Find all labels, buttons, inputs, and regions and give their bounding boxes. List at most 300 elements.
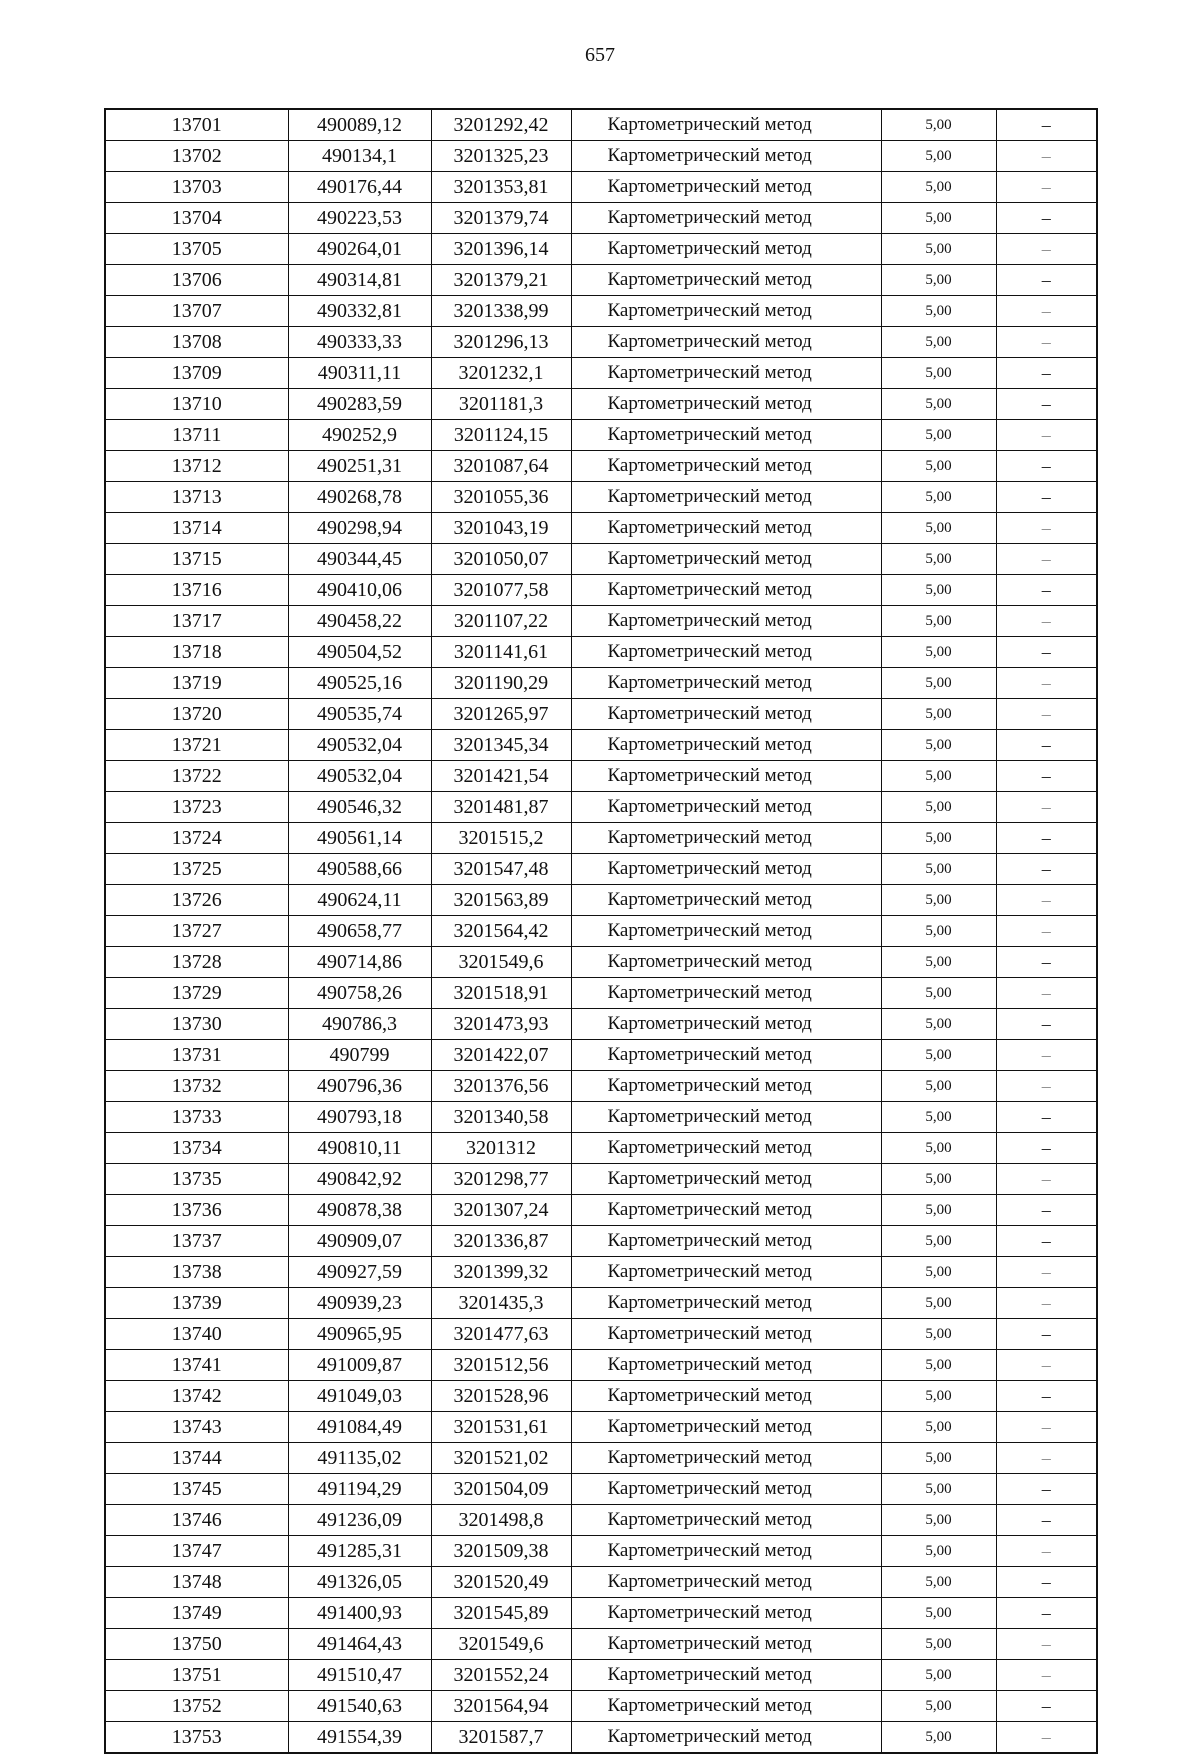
method-cell: Картометрический метод	[571, 1443, 881, 1474]
y-coordinate-cell: 3201520,49	[431, 1567, 571, 1598]
table-row	[105, 1040, 1097, 1071]
point-number-cell: 13721	[105, 730, 288, 761]
error-cell: 5,00	[881, 451, 996, 482]
y-coordinate-cell: 3201353,81	[431, 172, 571, 203]
method-cell: Картометрический метод	[571, 854, 881, 885]
note-cell: –	[996, 1288, 1097, 1319]
note-cell: –	[996, 1071, 1097, 1102]
method-cell: Картометрический метод	[571, 451, 881, 482]
method-cell: Картометрический метод	[571, 1598, 881, 1629]
note-cell: –	[996, 885, 1097, 916]
method-cell: Картометрический метод	[571, 916, 881, 947]
x-coordinate-cell: 491326,05	[288, 1567, 431, 1598]
table-row	[105, 296, 1097, 327]
x-coordinate-cell: 490525,16	[288, 668, 431, 699]
y-coordinate-cell: 3201563,89	[431, 885, 571, 916]
table-row	[105, 141, 1097, 172]
point-number-cell: 13709	[105, 358, 288, 389]
error-cell: 5,00	[881, 1474, 996, 1505]
error-cell: 5,00	[881, 1629, 996, 1660]
point-number-cell: 13748	[105, 1567, 288, 1598]
error-cell: 5,00	[881, 172, 996, 203]
x-coordinate-cell: 490176,44	[288, 172, 431, 203]
x-coordinate-cell: 490965,95	[288, 1319, 431, 1350]
method-cell: Картометрический метод	[571, 358, 881, 389]
y-coordinate-cell: 3201336,87	[431, 1226, 571, 1257]
method-cell: Картометрический метод	[571, 885, 881, 916]
method-cell: Картометрический метод	[571, 761, 881, 792]
table-row	[105, 109, 1097, 141]
x-coordinate-cell: 490796,36	[288, 1071, 431, 1102]
table-row	[105, 978, 1097, 1009]
x-coordinate-cell: 490410,06	[288, 575, 431, 606]
table-row	[105, 1288, 1097, 1319]
error-cell: 5,00	[881, 668, 996, 699]
error-cell: 5,00	[881, 1257, 996, 1288]
note-cell: –	[996, 668, 1097, 699]
table-row	[105, 513, 1097, 544]
y-coordinate-cell: 3201473,93	[431, 1009, 571, 1040]
point-number-cell: 13722	[105, 761, 288, 792]
table-row	[105, 761, 1097, 792]
y-coordinate-cell: 3201564,42	[431, 916, 571, 947]
y-coordinate-cell: 3201421,54	[431, 761, 571, 792]
x-coordinate-cell: 490252,9	[288, 420, 431, 451]
x-coordinate-cell: 491400,93	[288, 1598, 431, 1629]
note-cell: –	[996, 544, 1097, 575]
table-row	[105, 1350, 1097, 1381]
method-cell: Картометрический метод	[571, 699, 881, 730]
point-number-cell: 13701	[105, 109, 288, 141]
note-cell: –	[996, 947, 1097, 978]
table-row	[105, 358, 1097, 389]
table-row	[105, 389, 1097, 420]
table-row	[105, 327, 1097, 358]
method-cell: Картометрический метод	[571, 296, 881, 327]
table-body	[105, 109, 1097, 1753]
method-cell: Картометрический метод	[571, 1195, 881, 1226]
error-cell: 5,00	[881, 1288, 996, 1319]
error-cell: 5,00	[881, 699, 996, 730]
method-cell: Картометрический метод	[571, 1722, 881, 1754]
y-coordinate-cell: 3201549,6	[431, 947, 571, 978]
table-row	[105, 203, 1097, 234]
x-coordinate-cell: 490927,59	[288, 1257, 431, 1288]
point-number-cell: 13703	[105, 172, 288, 203]
y-coordinate-cell: 3201547,48	[431, 854, 571, 885]
error-cell: 5,00	[881, 482, 996, 513]
note-cell: –	[996, 1226, 1097, 1257]
error-cell: 5,00	[881, 203, 996, 234]
error-cell: 5,00	[881, 1722, 996, 1754]
x-coordinate-cell: 490810,11	[288, 1133, 431, 1164]
x-coordinate-cell: 490786,3	[288, 1009, 431, 1040]
method-cell: Картометрический метод	[571, 1474, 881, 1505]
note-cell: –	[996, 1629, 1097, 1660]
error-cell: 5,00	[881, 1350, 996, 1381]
error-cell: 5,00	[881, 1660, 996, 1691]
error-cell: 5,00	[881, 1009, 996, 1040]
point-number-cell: 13718	[105, 637, 288, 668]
note-cell: –	[996, 1505, 1097, 1536]
y-coordinate-cell: 3201043,19	[431, 513, 571, 544]
y-coordinate-cell: 3201292,42	[431, 109, 571, 141]
table-row	[105, 606, 1097, 637]
table-row	[105, 637, 1097, 668]
note-cell: –	[996, 109, 1097, 141]
point-number-cell: 13711	[105, 420, 288, 451]
note-cell: –	[996, 792, 1097, 823]
error-cell: 5,00	[881, 1567, 996, 1598]
x-coordinate-cell: 491135,02	[288, 1443, 431, 1474]
error-cell: 5,00	[881, 1226, 996, 1257]
method-cell: Картометрический метод	[571, 1505, 881, 1536]
x-coordinate-cell: 490314,81	[288, 265, 431, 296]
y-coordinate-cell: 3201338,99	[431, 296, 571, 327]
error-cell: 5,00	[881, 234, 996, 265]
error-cell: 5,00	[881, 1412, 996, 1443]
note-cell: –	[996, 1660, 1097, 1691]
table-row	[105, 1195, 1097, 1226]
y-coordinate-cell: 3201087,64	[431, 451, 571, 482]
table-row	[105, 451, 1097, 482]
table-row	[105, 420, 1097, 451]
x-coordinate-cell: 491236,09	[288, 1505, 431, 1536]
method-cell: Картометрический метод	[571, 1567, 881, 1598]
method-cell: Картометрический метод	[571, 1071, 881, 1102]
x-coordinate-cell: 490268,78	[288, 482, 431, 513]
y-coordinate-cell: 3201521,02	[431, 1443, 571, 1474]
method-cell: Картометрический метод	[571, 172, 881, 203]
table-row	[105, 1257, 1097, 1288]
y-coordinate-cell: 3201077,58	[431, 575, 571, 606]
point-number-cell: 13735	[105, 1164, 288, 1195]
point-number-cell: 13715	[105, 544, 288, 575]
error-cell: 5,00	[881, 854, 996, 885]
x-coordinate-cell: 491285,31	[288, 1536, 431, 1567]
y-coordinate-cell: 3201477,63	[431, 1319, 571, 1350]
method-cell: Картометрический метод	[571, 1319, 881, 1350]
x-coordinate-cell: 491009,87	[288, 1350, 431, 1381]
x-coordinate-cell: 490561,14	[288, 823, 431, 854]
error-cell: 5,00	[881, 327, 996, 358]
table-row	[105, 792, 1097, 823]
method-cell: Картометрический метод	[571, 1102, 881, 1133]
table-row	[105, 823, 1097, 854]
point-number-cell: 13730	[105, 1009, 288, 1040]
table-row	[105, 172, 1097, 203]
x-coordinate-cell: 490344,45	[288, 544, 431, 575]
error-cell: 5,00	[881, 358, 996, 389]
point-number-cell: 13724	[105, 823, 288, 854]
note-cell: –	[996, 1412, 1097, 1443]
note-cell: –	[996, 1381, 1097, 1412]
point-number-cell: 13751	[105, 1660, 288, 1691]
table-row	[105, 482, 1097, 513]
error-cell: 5,00	[881, 141, 996, 172]
error-cell: 5,00	[881, 1443, 996, 1474]
method-cell: Картометрический метод	[571, 730, 881, 761]
x-coordinate-cell: 490546,32	[288, 792, 431, 823]
error-cell: 5,00	[881, 885, 996, 916]
error-cell: 5,00	[881, 916, 996, 947]
note-cell: –	[996, 606, 1097, 637]
method-cell: Картометрический метод	[571, 389, 881, 420]
y-coordinate-cell: 3201545,89	[431, 1598, 571, 1629]
y-coordinate-cell: 3201379,21	[431, 265, 571, 296]
note-cell: –	[996, 482, 1097, 513]
method-cell: Картометрический метод	[571, 203, 881, 234]
note-cell: –	[996, 823, 1097, 854]
x-coordinate-cell: 490909,07	[288, 1226, 431, 1257]
table-row	[105, 1567, 1097, 1598]
error-cell: 5,00	[881, 1164, 996, 1195]
y-coordinate-cell: 3201312	[431, 1133, 571, 1164]
point-number-cell: 13720	[105, 699, 288, 730]
method-cell: Картометрический метод	[571, 823, 881, 854]
table-row	[105, 265, 1097, 296]
x-coordinate-cell: 490532,04	[288, 761, 431, 792]
y-coordinate-cell: 3201325,23	[431, 141, 571, 172]
note-cell: –	[996, 203, 1097, 234]
note-cell: –	[996, 637, 1097, 668]
point-number-cell: 13753	[105, 1722, 288, 1754]
table-row	[105, 916, 1097, 947]
y-coordinate-cell: 3201422,07	[431, 1040, 571, 1071]
point-number-cell: 13702	[105, 141, 288, 172]
method-cell: Картометрический метод	[571, 1040, 881, 1071]
method-cell: Картометрический метод	[571, 1133, 881, 1164]
note-cell: –	[996, 358, 1097, 389]
table-row	[105, 730, 1097, 761]
y-coordinate-cell: 3201340,58	[431, 1102, 571, 1133]
y-coordinate-cell: 3201307,24	[431, 1195, 571, 1226]
error-cell: 5,00	[881, 296, 996, 327]
x-coordinate-cell: 490458,22	[288, 606, 431, 637]
y-coordinate-cell: 3201379,74	[431, 203, 571, 234]
x-coordinate-cell: 490793,18	[288, 1102, 431, 1133]
error-cell: 5,00	[881, 1071, 996, 1102]
error-cell: 5,00	[881, 109, 996, 141]
x-coordinate-cell: 491049,03	[288, 1381, 431, 1412]
y-coordinate-cell: 3201552,24	[431, 1660, 571, 1691]
error-cell: 5,00	[881, 1536, 996, 1567]
y-coordinate-cell: 3201298,77	[431, 1164, 571, 1195]
note-cell: –	[996, 513, 1097, 544]
table-row	[105, 1164, 1097, 1195]
point-number-cell: 13745	[105, 1474, 288, 1505]
point-number-cell: 13731	[105, 1040, 288, 1071]
point-number-cell: 13725	[105, 854, 288, 885]
error-cell: 5,00	[881, 420, 996, 451]
method-cell: Картометрический метод	[571, 544, 881, 575]
error-cell: 5,00	[881, 761, 996, 792]
x-coordinate-cell: 490283,59	[288, 389, 431, 420]
error-cell: 5,00	[881, 947, 996, 978]
note-cell: –	[996, 1102, 1097, 1133]
method-cell: Картометрический метод	[571, 1660, 881, 1691]
point-number-cell: 13737	[105, 1226, 288, 1257]
error-cell: 5,00	[881, 606, 996, 637]
note-cell: –	[996, 265, 1097, 296]
error-cell: 5,00	[881, 637, 996, 668]
error-cell: 5,00	[881, 1319, 996, 1350]
error-cell: 5,00	[881, 978, 996, 1009]
y-coordinate-cell: 3201549,6	[431, 1629, 571, 1660]
x-coordinate-cell: 490624,11	[288, 885, 431, 916]
y-coordinate-cell: 3201531,61	[431, 1412, 571, 1443]
note-cell: –	[996, 234, 1097, 265]
table-row	[105, 1319, 1097, 1350]
note-cell: –	[996, 1691, 1097, 1722]
table-row	[105, 1443, 1097, 1474]
y-coordinate-cell: 3201481,87	[431, 792, 571, 823]
error-cell: 5,00	[881, 1381, 996, 1412]
y-coordinate-cell: 3201587,7	[431, 1722, 571, 1754]
method-cell: Картометрический метод	[571, 1164, 881, 1195]
method-cell: Картометрический метод	[571, 1629, 881, 1660]
table-row	[105, 1691, 1097, 1722]
note-cell: –	[996, 1009, 1097, 1040]
table-row	[105, 699, 1097, 730]
error-cell: 5,00	[881, 1102, 996, 1133]
table-row	[105, 1474, 1097, 1505]
y-coordinate-cell: 3201141,61	[431, 637, 571, 668]
error-cell: 5,00	[881, 389, 996, 420]
y-coordinate-cell: 3201265,97	[431, 699, 571, 730]
point-number-cell: 13708	[105, 327, 288, 358]
y-coordinate-cell: 3201181,3	[431, 389, 571, 420]
y-coordinate-cell: 3201107,22	[431, 606, 571, 637]
error-cell: 5,00	[881, 792, 996, 823]
y-coordinate-cell: 3201498,8	[431, 1505, 571, 1536]
note-cell: –	[996, 451, 1097, 482]
x-coordinate-cell: 490878,38	[288, 1195, 431, 1226]
table-row	[105, 1381, 1097, 1412]
method-cell: Картометрический метод	[571, 1257, 881, 1288]
table-row	[105, 1412, 1097, 1443]
point-number-cell: 13739	[105, 1288, 288, 1319]
error-cell: 5,00	[881, 513, 996, 544]
note-cell: –	[996, 854, 1097, 885]
x-coordinate-cell: 491510,47	[288, 1660, 431, 1691]
point-number-cell: 13738	[105, 1257, 288, 1288]
point-number-cell: 13713	[105, 482, 288, 513]
x-coordinate-cell: 490311,11	[288, 358, 431, 389]
method-cell: Картометрический метод	[571, 1350, 881, 1381]
note-cell: –	[996, 1350, 1097, 1381]
y-coordinate-cell: 3201435,3	[431, 1288, 571, 1319]
error-cell: 5,00	[881, 575, 996, 606]
x-coordinate-cell: 490134,1	[288, 141, 431, 172]
method-cell: Картометрический метод	[571, 234, 881, 265]
note-cell: –	[996, 1536, 1097, 1567]
y-coordinate-cell: 3201190,29	[431, 668, 571, 699]
method-cell: Картометрический метод	[571, 1536, 881, 1567]
point-number-cell: 13746	[105, 1505, 288, 1536]
method-cell: Картометрический метод	[571, 978, 881, 1009]
table-row	[105, 1660, 1097, 1691]
table-row	[105, 575, 1097, 606]
y-coordinate-cell: 3201515,2	[431, 823, 571, 854]
table-row	[105, 885, 1097, 916]
point-number-cell: 13716	[105, 575, 288, 606]
x-coordinate-cell: 490842,92	[288, 1164, 431, 1195]
x-coordinate-cell: 491084,49	[288, 1412, 431, 1443]
x-coordinate-cell: 490298,94	[288, 513, 431, 544]
point-number-cell: 13747	[105, 1536, 288, 1567]
note-cell: –	[996, 1722, 1097, 1754]
y-coordinate-cell: 3201518,91	[431, 978, 571, 1009]
note-cell: –	[996, 699, 1097, 730]
point-number-cell: 13749	[105, 1598, 288, 1629]
note-cell: –	[996, 575, 1097, 606]
method-cell: Картометрический метод	[571, 668, 881, 699]
x-coordinate-cell: 490714,86	[288, 947, 431, 978]
method-cell: Картометрический метод	[571, 1381, 881, 1412]
note-cell: –	[996, 1474, 1097, 1505]
point-number-cell: 13750	[105, 1629, 288, 1660]
method-cell: Картометрический метод	[571, 513, 881, 544]
method-cell: Картометрический метод	[571, 947, 881, 978]
point-number-cell: 13729	[105, 978, 288, 1009]
x-coordinate-cell: 490089,12	[288, 109, 431, 141]
note-cell: –	[996, 1040, 1097, 1071]
point-number-cell: 13727	[105, 916, 288, 947]
method-cell: Картометрический метод	[571, 575, 881, 606]
note-cell: –	[996, 1319, 1097, 1350]
x-coordinate-cell: 490333,33	[288, 327, 431, 358]
note-cell: –	[996, 141, 1097, 172]
method-cell: Картометрический метод	[571, 482, 881, 513]
point-number-cell: 13704	[105, 203, 288, 234]
error-cell: 5,00	[881, 1195, 996, 1226]
point-number-cell: 13712	[105, 451, 288, 482]
point-number-cell: 13752	[105, 1691, 288, 1722]
point-number-cell: 13740	[105, 1319, 288, 1350]
table-row	[105, 1102, 1097, 1133]
x-coordinate-cell: 491194,29	[288, 1474, 431, 1505]
y-coordinate-cell: 3201345,34	[431, 730, 571, 761]
note-cell: –	[996, 172, 1097, 203]
error-cell: 5,00	[881, 1040, 996, 1071]
y-coordinate-cell: 3201509,38	[431, 1536, 571, 1567]
point-number-cell: 13714	[105, 513, 288, 544]
x-coordinate-cell: 490939,23	[288, 1288, 431, 1319]
method-cell: Картометрический метод	[571, 109, 881, 141]
error-cell: 5,00	[881, 1598, 996, 1629]
error-cell: 5,00	[881, 544, 996, 575]
x-coordinate-cell: 490532,04	[288, 730, 431, 761]
coordinates-table	[104, 108, 1098, 1754]
x-coordinate-cell: 491540,63	[288, 1691, 431, 1722]
method-cell: Картометрический метод	[571, 792, 881, 823]
table-row	[105, 1505, 1097, 1536]
table-row	[105, 1071, 1097, 1102]
x-coordinate-cell: 490758,26	[288, 978, 431, 1009]
table-row	[105, 1009, 1097, 1040]
y-coordinate-cell: 3201055,36	[431, 482, 571, 513]
x-coordinate-cell: 490535,74	[288, 699, 431, 730]
point-number-cell: 13732	[105, 1071, 288, 1102]
note-cell: –	[996, 1195, 1097, 1226]
y-coordinate-cell: 3201376,56	[431, 1071, 571, 1102]
point-number-cell: 13705	[105, 234, 288, 265]
page-number: 657	[585, 44, 615, 66]
note-cell: –	[996, 761, 1097, 792]
table-row	[105, 1133, 1097, 1164]
error-cell: 5,00	[881, 823, 996, 854]
